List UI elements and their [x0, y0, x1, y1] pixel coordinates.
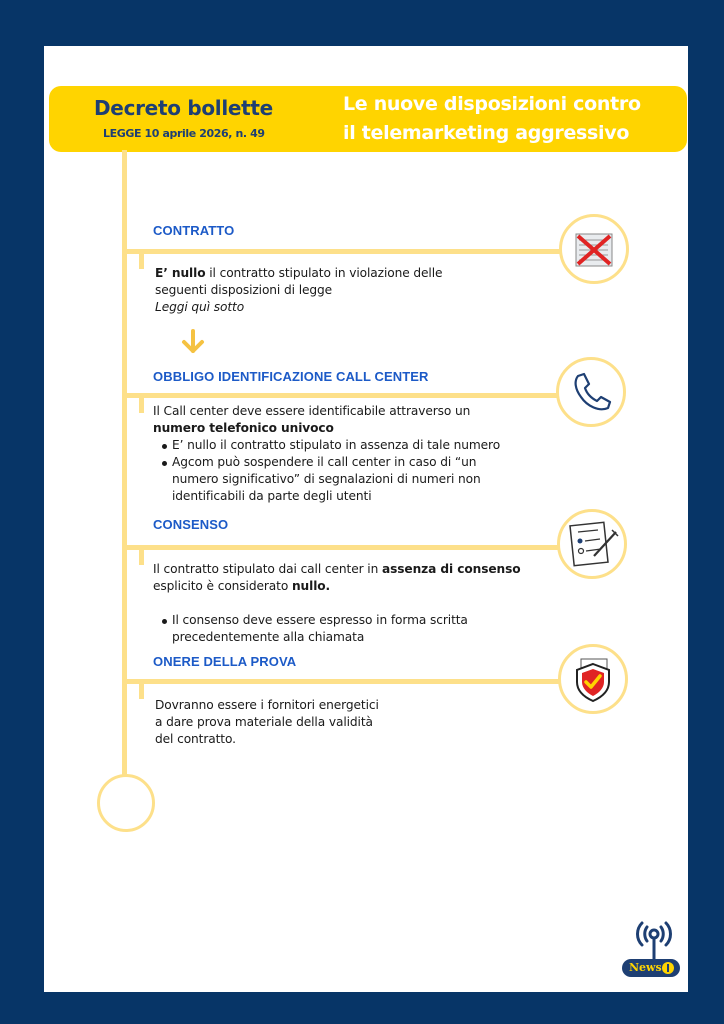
news-logo	[620, 915, 690, 985]
section-title-consenso: CONSENSO	[153, 517, 229, 532]
timeline-end-circle	[97, 774, 155, 832]
page-title: Decreto bollette	[94, 96, 273, 120]
obbligo-bullet-2-line1: Agcom può sospendere il call center in caso di “un	[172, 455, 477, 469]
timeline-connector-consenso	[122, 545, 560, 550]
section-title-obbligo: OBBLIGO IDENTIFICAZIONE CALL CENTER	[153, 369, 429, 384]
obbligo-bullet-2-line2: numero significativo” di segnalazioni di numeri non	[172, 472, 481, 486]
headline-line-1: Le nuove disposizioni contro	[343, 93, 641, 115]
section-title-contratto: CONTRATTO	[153, 223, 235, 238]
broadcast-icon	[620, 915, 690, 985]
consenso-text-line2: esplicito è considerato nullo.	[153, 579, 331, 593]
obbligo-bullet-2-line3: identificabili da parte degli utenti	[172, 489, 372, 503]
timeline-tick	[139, 395, 144, 413]
headline	[343, 90, 641, 148]
consenso-bullet-1-line1: Il consenso deve essere espresso in forma scritta	[172, 613, 468, 627]
timeline-connector-obbligo	[122, 393, 560, 398]
shield-check-icon	[558, 644, 628, 714]
timeline-connector-contratto	[122, 249, 560, 254]
consenso-text-line1: Il contratto stipulato dai call center in assenza di consenso	[153, 562, 521, 576]
timeline-connector-onere	[122, 679, 560, 684]
law-reference: LEGGE 10 aprile 2026, n. 49	[103, 127, 265, 140]
consenso-bullet-1-line2: precedentemente alla chiamata	[172, 630, 365, 644]
bullet-dot	[162, 619, 167, 624]
obbligo-text-bold: numero telefonico univoco	[153, 421, 334, 435]
section-title-onere: ONERE DELLA PROVA	[153, 654, 297, 669]
arrow-down-icon	[180, 329, 206, 355]
onere-text-line1: Dovranno essere i fornitori energetici	[155, 698, 379, 712]
obbligo-bullet-1: E’ nullo il contratto stipulato in assenza di tale numero	[172, 438, 501, 452]
bullet-dot	[162, 461, 167, 466]
contratto-text-line2: seguenti disposizioni di legge	[155, 283, 333, 297]
obbligo-text-line1: Il Call center deve essere identificabile attraverso un	[153, 404, 471, 418]
contratto-text-line1: E’ nullo il contratto stipulato in violazione delle	[155, 266, 443, 280]
timeline-tick	[139, 681, 144, 699]
bullet-dot	[162, 444, 167, 449]
logo-label: News	[629, 961, 662, 974]
timeline-line	[122, 150, 127, 782]
timeline-tick	[139, 251, 144, 269]
contratto-note: Leggi quì sotto	[155, 300, 245, 314]
phone-icon	[556, 357, 626, 427]
form-pen-icon	[557, 509, 627, 579]
headline-line-2: il telemarketing aggressivo	[343, 122, 630, 144]
onere-text-line2: a dare prova materiale della validità	[155, 715, 373, 729]
contract-crossed-icon	[559, 214, 629, 284]
timeline-tick	[139, 547, 144, 565]
onere-text-line3: del contratto.	[155, 732, 236, 746]
